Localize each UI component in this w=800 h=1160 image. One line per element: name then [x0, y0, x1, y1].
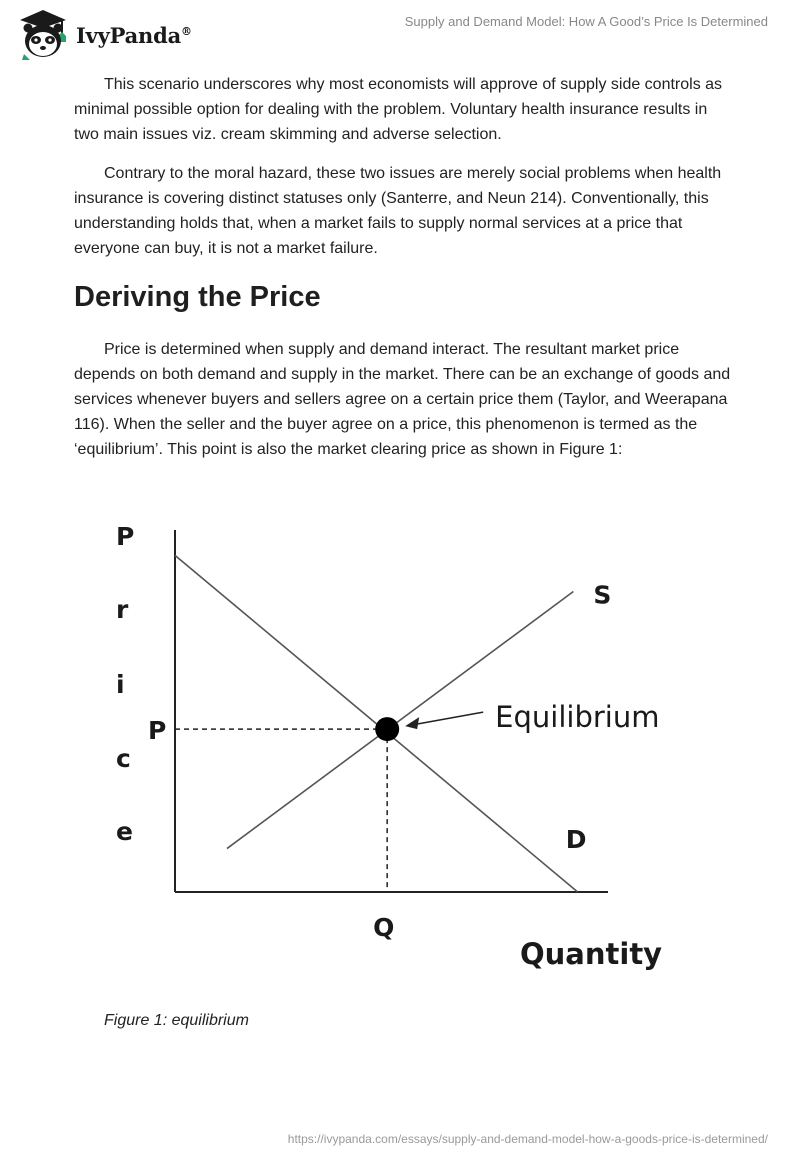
paragraph-supply-controls: This scenario underscores why most economists will approve of supply side controls as minimal possible option for dealing with the problem. Voluntary health insurance results in two main issues viz. cream skimming and adverse selection. — [74, 76, 723, 143]
running-title: Supply and Demand Model: How A Good’s Price Is Determined — [404, 14, 768, 29]
y-axis-label-letter: c — [116, 744, 131, 773]
equilibrium-point — [375, 717, 399, 741]
y-axis-label — [116, 522, 134, 846]
y-axis-label-letter: P — [116, 522, 135, 551]
y-axis-label-letter: e — [116, 817, 133, 846]
supply-demand-figure — [100, 515, 680, 975]
panda-graduate-icon — [14, 6, 72, 62]
y-axis-label-letter: r — [116, 595, 129, 624]
price-tick-label: P — [148, 716, 167, 746]
y-axis-label-letter: i — [116, 670, 125, 699]
x-axis-label: Quantity — [520, 937, 663, 971]
equilibrium-label: Equilibrium — [495, 700, 660, 735]
brand-name: IvyPanda® — [76, 22, 192, 48]
source-url[interactable]: https://ivypanda.com/essays/supply-and-demand-model-how-a-goods-price-is-determined/ — [287, 1132, 768, 1146]
paragraph-price-determination: Price is determined when supply and demand interact. The resultant market price depends on both demand and supply in the market. There can be an exchange of goods and services whenever buyers and sellers agree on a certain price them (Taylor, and Weerapana 116). When the seller and the buyer agree on a price, this phenomenon is termed as the ‘equilibrium’. This point is also the market clearing price as shown in Figure 1: — [74, 341, 731, 458]
equilibrium-arrow — [411, 712, 483, 725]
page-header — [0, 0, 800, 70]
supply-demand-chart — [100, 515, 680, 975]
equilibrium-arrow-head — [405, 717, 419, 729]
quantity-tick-label: Q — [373, 913, 395, 942]
paragraph-moral-hazard: Contrary to the moral hazard, these two issues are merely social problems when health insurance is covering distinct statuses only (Santerre, and Neun 214). Conventionally, this understanding holds that, when a market fails to supply normal services at a price that everyone can buy, it is not a market failure. — [74, 165, 722, 257]
section-heading: Deriving the Price — [74, 281, 321, 313]
demand-series-label: D — [565, 825, 587, 854]
supply-series-label: S — [593, 580, 612, 610]
article-body — [74, 72, 734, 476]
brand-logo[interactable] — [14, 6, 192, 62]
figure-caption: Figure 1: equilibrium — [104, 1012, 249, 1029]
